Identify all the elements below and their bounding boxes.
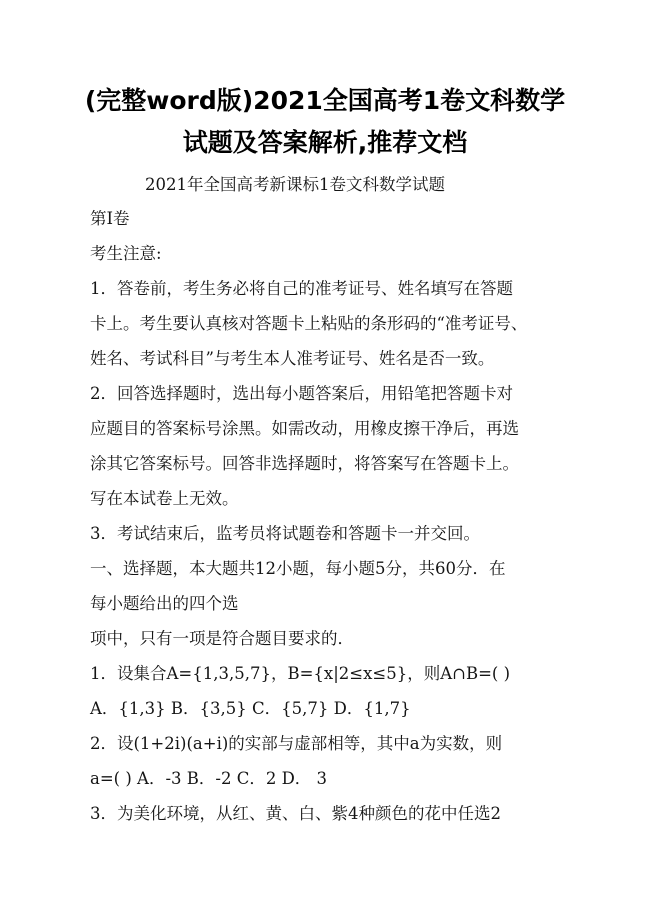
- notice-item-3: 3．考试结束后，监考员将试题卷和答题卡一并交回。: [90, 524, 480, 543]
- question-2-stem: 2．设(1+2i)(a+i)的实部与虚部相等，其中a为实数，则: [90, 734, 503, 753]
- notice-item-1-line-1: 1．答卷前，考生务必将自己的准考证号、姓名填写在答题: [90, 279, 513, 298]
- section-label: 第Ⅰ卷: [90, 209, 130, 228]
- question-3-stem: 3．为美化环境，从红、黄、白、紫4种颜色的花中任选2: [90, 804, 501, 823]
- question-2-options: a=( ) A．-3 B．-2 C．2 D． 3: [90, 769, 328, 788]
- notice-item-2-line-2: 应题目的答案标号涂黑。如需改动，用橡皮擦干净后，再选: [90, 419, 519, 438]
- document-title-line-1: (完整word版)2021全国高考1卷文科数学: [84, 86, 566, 115]
- notice-item-1-line-2: 卡上。考生要认真核对答题卡上粘贴的条形码的“准考证号、: [90, 314, 528, 333]
- notice-item-1-line-3: 姓名、考试科目”与考生本人准考证号、姓名是否一致。: [90, 349, 495, 368]
- notice-item-2-line-4: 写在本试卷上无效。: [90, 489, 239, 508]
- notice-item-2-line-1: 2．回答选择题时，选出每小题答案后，用铅笔把答题卡对: [90, 384, 513, 403]
- question-1-stem: 1．设集合A={1,3,5,7}，B={x|2≤x≤5}，则A∩B=( ): [90, 664, 511, 683]
- document-title-line-2: 试题及答案解析,推荐文档: [182, 128, 468, 157]
- notice-heading: 考生注意:: [90, 244, 162, 263]
- part-1-heading-line-1: 一、选择题，本大题共12小题，每小题5分，共60分．在: [90, 559, 506, 578]
- part-1-heading-line-2: 每小题给出的四个选: [90, 594, 239, 613]
- notice-item-2-line-3: 涂其它答案标号。回答非选择题时，将答案写在答题卡上。: [90, 454, 519, 473]
- part-1-heading-line-3: 项中，只有一项是符合题目要求的．: [90, 629, 354, 648]
- question-1-options: A．{1,3} B．{3,5} C．{5,7} D．{1,7}: [90, 699, 411, 718]
- exam-subtitle: 2021年全国高考新课标1卷文科数学试题: [145, 175, 445, 194]
